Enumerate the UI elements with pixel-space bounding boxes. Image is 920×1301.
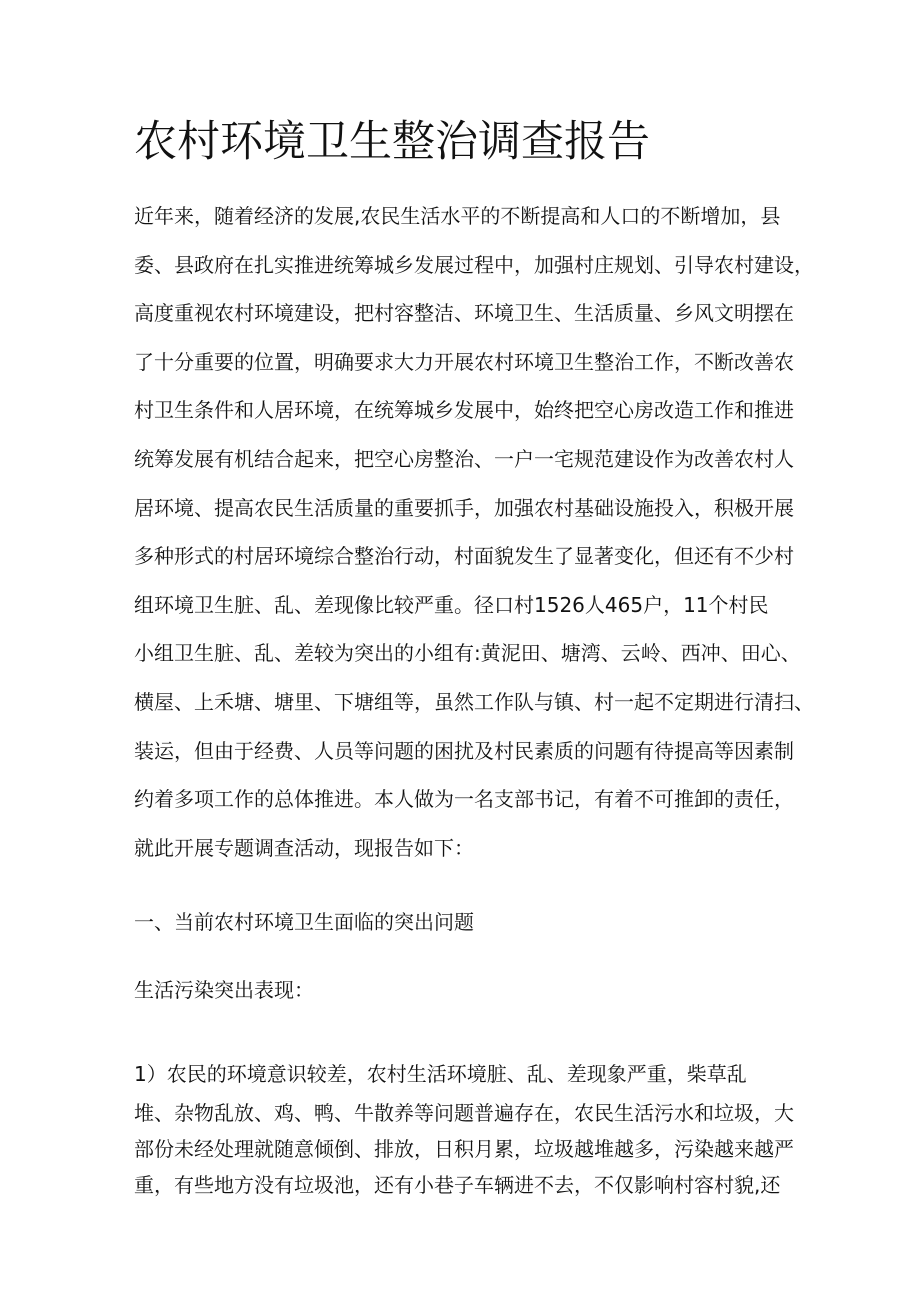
- paragraph-line: 横屋、上禾塘、塘里、下塘组等，虽然工作队与镇、村一起不定期进行清扫、: [134, 689, 814, 714]
- paragraph-line: 多种形式的村居环境综合整治行动，村面貌发生了显著变化，但还有不少村: [134, 544, 794, 569]
- list-item-first-line: 1）农民的环境意识较差，农村生活环境脏、乱、差现象严重，柴草乱: [134, 1062, 747, 1086]
- paragraph-line: 组环境卫生脏、乱、差现像比较严重。径口村1526人465户，11个村民: [134, 592, 769, 617]
- list-item-continuation: [134, 1095, 814, 1203]
- paragraph-line: 了十分重要的位置，明确要求大力开展农村环境卫生整治工作，不断改善农: [134, 349, 794, 374]
- paragraph-line: 重，有些地方没有垃圾池，还有小巷子车辆进不去，不仅影响村容村貌,还: [134, 1173, 781, 1197]
- document-title: 农村环境卫生整治调查报告: [134, 117, 650, 167]
- paragraph-line: 就此开展专题调查活动，现报告如下：: [134, 835, 474, 860]
- paragraph-line: 委、县政府在扎实推进统筹城乡发展过程中，加强村庄规划、引导农村建设，: [134, 252, 814, 277]
- paragraph-line: 堆、杂物乱放、鸡、鸭、牛散养等问题普遍存在，农民生活污水和垃圾，大: [134, 1101, 794, 1125]
- section-heading: 一、当前农村环境卫生面临的突出问题: [134, 910, 474, 934]
- paragraph-line: 高度重视农村环境建设，把村容整洁、环境卫生、生活质量、乡风文明摆在: [134, 301, 794, 326]
- sub-heading: 生活污染突出表现：: [134, 978, 314, 1002]
- paragraph-line: 居环境、提高农民生活质量的重要抓手，加强农村基础设施投入，积极开展: [134, 495, 794, 520]
- paragraph-line: 小组卫生脏、乱、差较为突出的小组有:黄泥田、塘湾、云岭、西冲、田心、: [134, 641, 801, 666]
- paragraph-line: 部份未经处理就随意倾倒、排放，日积月累，垃圾越堆越多，污染越来越严: [134, 1137, 794, 1161]
- paragraph-line: 装运，但由于经费、人员等问题的困扰及村民素质的问题有待提高等因素制: [134, 738, 794, 763]
- paragraph-line: 村卫生条件和人居环境，在统筹城乡发展中，始终把空心房改造工作和推进: [134, 398, 794, 423]
- intro-paragraph: [134, 192, 814, 872]
- paragraph-line: 约着多项工作的总体推进。本人做为一名支部书记，有着不可推卸的责任，: [134, 787, 794, 812]
- paragraph-line: 统筹发展有机结合起来，把空心房整治、一户一宅规范建设作为改善农村人: [134, 446, 794, 471]
- paragraph-line: 近年来，随着经济的发展,农民生活水平的不断提高和人口的不断增加，县: [134, 204, 781, 228]
